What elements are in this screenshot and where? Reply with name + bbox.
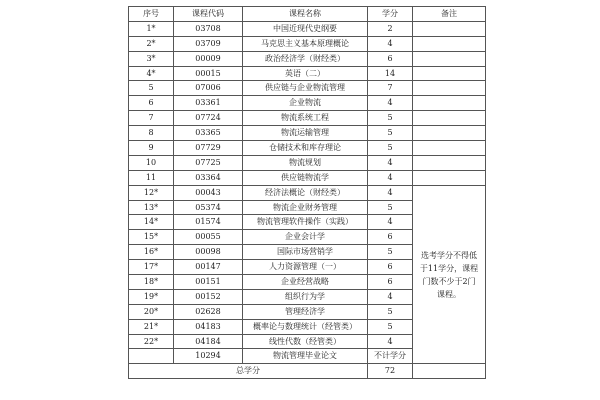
cell-note	[413, 51, 486, 66]
cell-no: 3*	[129, 51, 174, 66]
cell-code: 00043	[174, 185, 243, 200]
cell-code: 07729	[174, 141, 243, 156]
cell-course-name: 概率论与数理统计（经管类）	[243, 319, 368, 334]
table-row	[129, 36, 486, 51]
cell-code: 02628	[174, 304, 243, 319]
cell-no: 21*	[129, 319, 174, 334]
cell-credit: 5	[368, 141, 413, 156]
cell-no: 16*	[129, 245, 174, 260]
cell-credit: 4	[368, 96, 413, 111]
cell-no: 8	[129, 126, 174, 141]
cell-credit: 4	[368, 289, 413, 304]
cell-course-name: 物流规划	[243, 155, 368, 170]
cell-credit: 4	[368, 36, 413, 51]
header-no: 序号	[129, 7, 174, 22]
header-note: 备注	[413, 7, 486, 22]
cell-code: 00055	[174, 230, 243, 245]
header-credit: 学分	[368, 7, 413, 22]
cell-course-name: 线性代数（经管类）	[243, 334, 368, 349]
cell-course-name: 经济法概论（财经类）	[243, 185, 368, 200]
cell-course-name: 供应链与企业物流管理	[243, 81, 368, 96]
cell-no: 5	[129, 81, 174, 96]
cell-course-name: 供应链物流学	[243, 170, 368, 185]
cell-code: 07725	[174, 155, 243, 170]
cell-no: 6	[129, 96, 174, 111]
cell-credit: 4	[368, 170, 413, 185]
cell-credit: 14	[368, 66, 413, 81]
cell-course-name: 组织行为学	[243, 289, 368, 304]
cell-course-name: 管理经济学	[243, 304, 368, 319]
cell-note	[413, 170, 486, 185]
cell-no: 22*	[129, 334, 174, 349]
table-row	[129, 21, 486, 36]
cell-course-name: 物流管理毕业论文	[243, 349, 368, 364]
cell-code: 00151	[174, 275, 243, 290]
table-row	[129, 96, 486, 111]
header-name: 课程名称	[243, 7, 368, 22]
cell-code: 00009	[174, 51, 243, 66]
cell-note	[413, 141, 486, 156]
cell-code: 04183	[174, 319, 243, 334]
cell-course-name: 英语（二）	[243, 66, 368, 81]
cell-course-name: 政治经济学（财经类）	[243, 51, 368, 66]
cell-code: 05374	[174, 200, 243, 215]
cell-no: 7	[129, 111, 174, 126]
elective-note: 选考学分不得低于11学分，课程门数不少于2门课程。	[413, 185, 486, 364]
cell-code: 03708	[174, 21, 243, 36]
cell-code: 03364	[174, 170, 243, 185]
cell-credit: 6	[368, 51, 413, 66]
cell-course-name: 企业经营战略	[243, 275, 368, 290]
cell-no	[129, 349, 174, 364]
cell-course-name: 国际市场营销学	[243, 245, 368, 260]
cell-no: 9	[129, 141, 174, 156]
cell-course-name: 企业会计学	[243, 230, 368, 245]
cell-credit: 4	[368, 185, 413, 200]
table-header-row	[129, 7, 486, 22]
table-row	[129, 51, 486, 66]
cell-credit: 6	[368, 260, 413, 275]
cell-note	[413, 66, 486, 81]
cell-credit: 5	[368, 200, 413, 215]
cell-no: 2*	[129, 36, 174, 51]
table-row	[129, 81, 486, 96]
cell-code: 00152	[174, 289, 243, 304]
cell-note	[413, 155, 486, 170]
cell-no: 1*	[129, 21, 174, 36]
cell-code: 00098	[174, 245, 243, 260]
cell-credit: 5	[368, 319, 413, 334]
cell-code: 03361	[174, 96, 243, 111]
cell-code: 10294	[174, 349, 243, 364]
cell-credit: 4	[368, 334, 413, 349]
total-label: 总学分	[129, 364, 368, 379]
cell-credit: 5	[368, 126, 413, 141]
table-row	[129, 170, 486, 185]
cell-no: 18*	[129, 275, 174, 290]
cell-code: 03365	[174, 126, 243, 141]
table-row	[129, 126, 486, 141]
cell-credit: 7	[368, 81, 413, 96]
cell-code: 07006	[174, 81, 243, 96]
course-table-container	[128, 6, 479, 379]
cell-code: 04184	[174, 334, 243, 349]
cell-note	[413, 126, 486, 141]
total-credit: 72	[368, 364, 413, 379]
cell-credit: 6	[368, 275, 413, 290]
table-row	[129, 141, 486, 156]
cell-course-name: 马克思主义基本原理概论	[243, 36, 368, 51]
cell-no: 15*	[129, 230, 174, 245]
cell-course-name: 物流企业财务管理	[243, 200, 368, 215]
cell-no: 11	[129, 170, 174, 185]
cell-no: 19*	[129, 289, 174, 304]
cell-code: 03709	[174, 36, 243, 51]
header-code: 课程代码	[174, 7, 243, 22]
table-row	[129, 185, 486, 200]
cell-note	[413, 36, 486, 51]
cell-no: 10	[129, 155, 174, 170]
cell-note	[413, 96, 486, 111]
cell-credit: 2	[368, 21, 413, 36]
cell-no: 20*	[129, 304, 174, 319]
cell-no: 17*	[129, 260, 174, 275]
total-row	[129, 364, 486, 379]
cell-code: 00015	[174, 66, 243, 81]
cell-code: 07724	[174, 111, 243, 126]
cell-credit: 4	[368, 215, 413, 230]
cell-no: 12*	[129, 185, 174, 200]
cell-credit: 5	[368, 111, 413, 126]
cell-credit: 5	[368, 245, 413, 260]
cell-credit: 4	[368, 155, 413, 170]
cell-code: 01574	[174, 215, 243, 230]
cell-no: 13*	[129, 200, 174, 215]
cell-course-name: 仓储技术和库存理论	[243, 141, 368, 156]
cell-credit: 6	[368, 230, 413, 245]
cell-course-name: 人力资源管理（一）	[243, 260, 368, 275]
cell-note	[413, 111, 486, 126]
cell-course-name: 物流运输管理	[243, 126, 368, 141]
cell-course-name: 企业物流	[243, 96, 368, 111]
cell-code: 00147	[174, 260, 243, 275]
course-table	[128, 6, 486, 379]
cell-course-name: 中国近现代史纲要	[243, 21, 368, 36]
cell-no: 4*	[129, 66, 174, 81]
table-row	[129, 155, 486, 170]
cell-course-name: 物流管理软件操作（实践）	[243, 215, 368, 230]
table-body	[129, 21, 486, 378]
table-row	[129, 111, 486, 126]
cell-credit: 不计学分	[368, 349, 413, 364]
cell-credit: 5	[368, 304, 413, 319]
table-row	[129, 66, 486, 81]
cell-no: 14*	[129, 215, 174, 230]
total-note	[413, 364, 486, 379]
cell-note	[413, 81, 486, 96]
cell-note	[413, 21, 486, 36]
cell-course-name: 物流系统工程	[243, 111, 368, 126]
